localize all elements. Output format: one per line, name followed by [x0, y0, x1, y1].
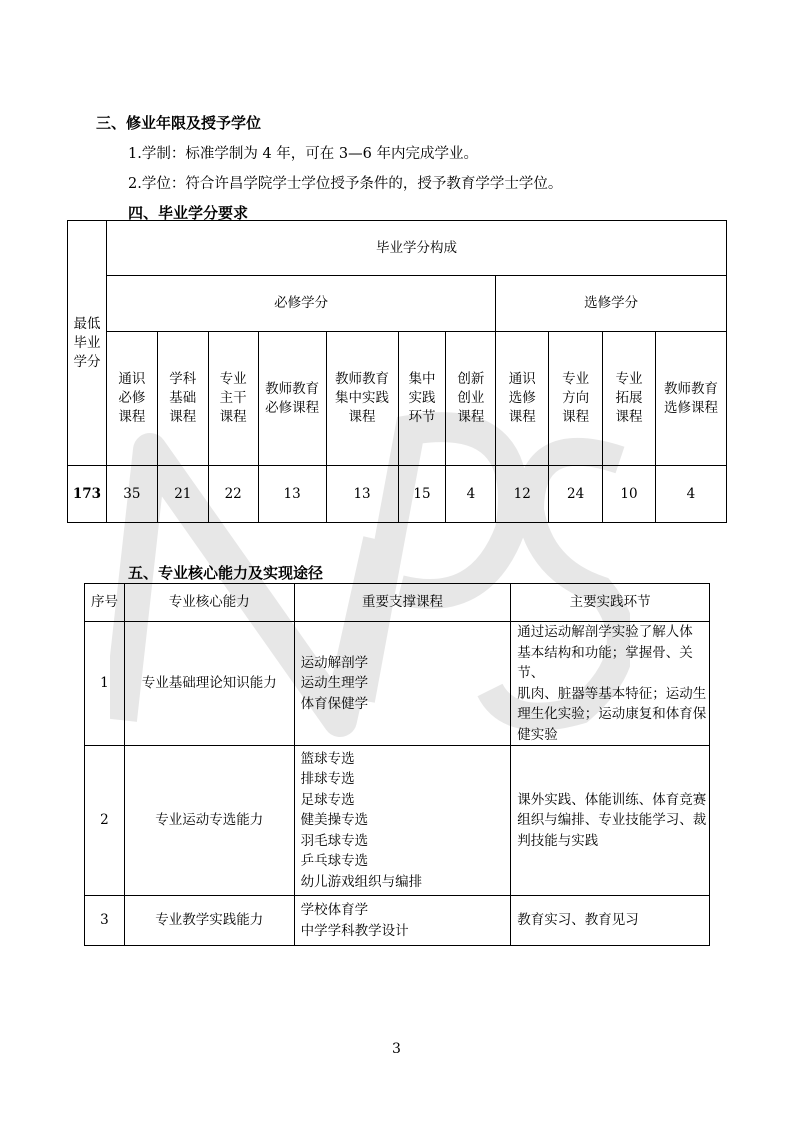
- section3-item2: 2.学位：符合许昌学院学士学位授予条件的，授予教育学学士学位。: [128, 176, 563, 192]
- min-credits-label: 最低毕业学分: [73, 315, 101, 370]
- column-header: 教师教育必修课程: [265, 380, 320, 416]
- column-header: 通识必修课程: [118, 371, 146, 425]
- section4-heading: 四、毕业学分要求: [128, 204, 249, 222]
- row-ability: 专业基础理论知识能力: [124, 622, 294, 746]
- practice-line: 通过运动解剖学实验了解人体: [517, 624, 693, 640]
- column-header-cell: [398, 332, 446, 466]
- practice-line: 判技能与实践: [517, 832, 599, 849]
- course-item: 篮球专选: [300, 750, 355, 767]
- credit-value: 4: [446, 466, 496, 523]
- course-item: 体育保健学: [300, 695, 369, 712]
- total-credits: 173: [68, 466, 107, 523]
- practice-line: 基本结构和功能；掌握骨、关节、: [517, 644, 693, 681]
- course-item: 运动生理学: [300, 675, 369, 692]
- credit-value: 4: [655, 466, 726, 523]
- course-item: 幼儿游戏组织与编排: [300, 873, 423, 890]
- column-header: 教师教育选修课程: [663, 380, 718, 416]
- row-no: 1: [85, 622, 125, 746]
- column-header: 专业方向课程: [562, 371, 590, 425]
- course-item: 乒乓球专选: [300, 853, 369, 870]
- header-ability: 专业核心能力: [124, 584, 294, 622]
- credits-value-row: [68, 466, 727, 523]
- credit-value: 10: [603, 466, 656, 523]
- column-header-cell: [446, 332, 496, 466]
- row-practice: [511, 746, 710, 896]
- table-row: [85, 896, 710, 946]
- row-courses: [294, 622, 511, 746]
- column-header-cell: [106, 332, 157, 466]
- row-courses: [294, 746, 511, 896]
- row-courses: [294, 896, 511, 946]
- header-no: 序号: [85, 584, 125, 622]
- column-header-cell: [603, 332, 656, 466]
- column-header: 专业拓展课程: [615, 371, 643, 425]
- credit-value: 12: [496, 466, 549, 523]
- practice-line: 教育实习、教育见习: [517, 912, 639, 929]
- credit-value: 24: [549, 466, 603, 523]
- column-header-cell: [496, 332, 549, 466]
- elective-credits-label: 选修学分: [496, 276, 727, 332]
- course-item: 健美操专选: [300, 812, 369, 829]
- required-credits-label: 必修学分: [106, 276, 495, 332]
- course-item: 运动解剖学: [300, 654, 369, 671]
- column-header: 教师教育集中实践课程: [335, 371, 390, 425]
- credit-value: 13: [326, 466, 398, 523]
- practice-line: 理生化实验；运动康复和体育保: [517, 706, 707, 722]
- course-item: 足球专选: [300, 791, 355, 808]
- row-no: 2: [85, 746, 125, 896]
- course-item: 学校体育学: [300, 902, 369, 918]
- column-header-cell: [208, 332, 258, 466]
- credit-value: 13: [258, 466, 326, 523]
- column-header: 集中实践环节: [408, 371, 436, 425]
- credit-requirements-table: [67, 220, 727, 523]
- row-practice: [511, 896, 710, 946]
- header-practice: 主要实践环节: [511, 584, 710, 622]
- column-header-cell: [326, 332, 398, 466]
- section3-heading: 三、修业年限及授予学位: [96, 114, 262, 132]
- core-ability-table: [84, 583, 710, 946]
- course-item: 中学学科教学设计: [300, 922, 409, 939]
- composition-label: 毕业学分构成: [106, 221, 726, 276]
- credit-value: 21: [157, 466, 208, 523]
- credit-value: 15: [398, 466, 446, 523]
- row-ability: 专业教学实践能力: [124, 896, 294, 946]
- course-item: 羽毛球专选: [300, 832, 369, 849]
- practice-line: 课外实践、体能训练、体育竞赛: [517, 791, 707, 808]
- credit-value: 22: [208, 466, 258, 523]
- column-header: 专业主干课程: [219, 371, 247, 425]
- column-header: 通识选修课程: [508, 371, 536, 425]
- practice-line: 组织与编排、专业技能学习、裁: [517, 812, 707, 829]
- min-credits-label-cell: [68, 221, 107, 466]
- row-ability: 专业运动专选能力: [124, 746, 294, 896]
- table-row: [85, 622, 710, 746]
- practice-line: 肌肉、脏器等基本特征；运动生: [517, 685, 707, 702]
- credit-value: 35: [106, 466, 157, 523]
- section3-item1: 1.学制：标准学制为 4 年，可在 3—6 年内完成学业。: [128, 146, 478, 162]
- column-header: 学科基础课程: [169, 371, 197, 425]
- column-header-cell: [655, 332, 726, 466]
- column-header-cell: [258, 332, 326, 466]
- page-number: 3: [392, 1041, 401, 1057]
- row-practice: [511, 622, 710, 746]
- section5-heading: 五、专业核心能力及实现途径: [128, 564, 324, 582]
- header-courses: 重要支撑课程: [294, 584, 511, 622]
- row-no: 3: [85, 896, 125, 946]
- table-header-row: [85, 584, 710, 622]
- column-header-cell: [549, 332, 603, 466]
- column-header: 创新创业课程: [457, 371, 485, 425]
- table-row: [85, 746, 710, 896]
- practice-line: 健实验: [517, 726, 558, 743]
- course-item: 排球专选: [300, 771, 355, 788]
- column-header-cell: [157, 332, 208, 466]
